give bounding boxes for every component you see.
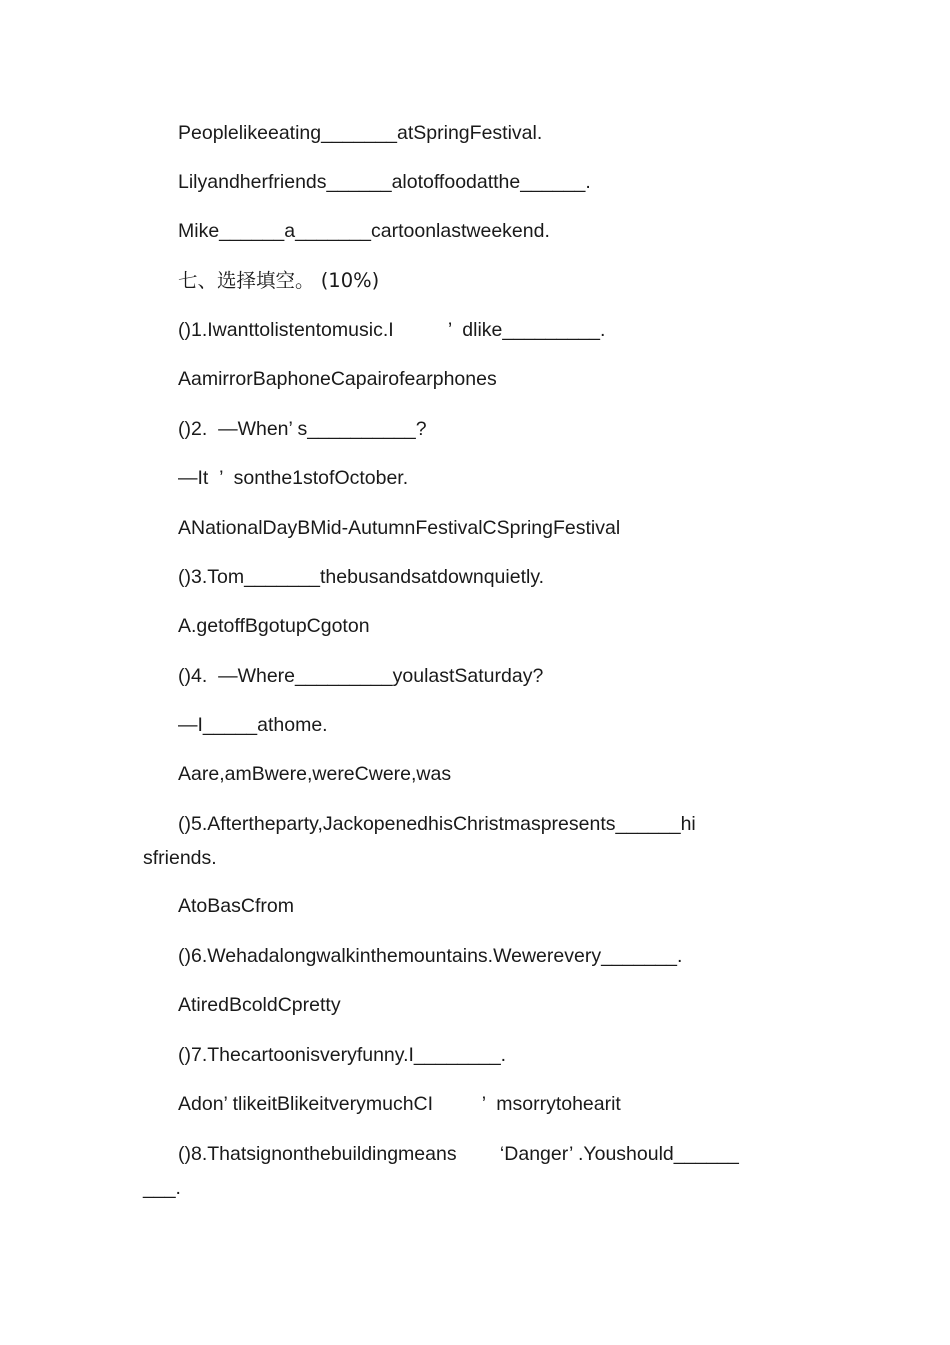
question-1-options: AamirrorBaphoneCapairofearphones xyxy=(178,368,497,390)
question-8-continuation: ___. xyxy=(143,1177,181,1199)
question-5-options: AtoBasCfrom xyxy=(178,895,294,917)
question-5: ()5.Aftertheparty,JackopenedhisChristmaspresents______hi xyxy=(178,813,696,835)
question-4-answer: —I_____athome. xyxy=(178,714,328,736)
question-5-continuation: sfriends. xyxy=(143,847,217,869)
fill-blank-sentence-2: Lilyandherfriends______alotoffoodatthe______. xyxy=(178,171,591,193)
question-4: ()4. —Where_________youlastSaturday? xyxy=(178,665,544,687)
question-7: ()7.Thecartoonisveryfunny.I________. xyxy=(178,1044,507,1066)
question-2: ()2. —When’ s__________? xyxy=(178,418,427,440)
question-2-answer: —It ’ sonthe1stofOctober. xyxy=(178,467,409,489)
question-7-options: Adon’ tlikeitBlikeitverymuchCI ’ msorrytohearit xyxy=(178,1093,621,1115)
question-4-options: Aare,amBwere,wereCwere,was xyxy=(178,763,452,785)
question-2-options: ANationalDayBMid-AutumnFestivalCSpringFestival xyxy=(178,517,621,539)
section-heading: 七、选择填空。 (10%) xyxy=(178,269,380,292)
question-8: ()8.Thatsignonthebuildingmeans ‘Danger’ .Youshould______ xyxy=(178,1143,739,1165)
question-1: ()1.Iwanttolistentomusic.I ’ dlike_________. xyxy=(178,319,606,341)
question-3: ()3.Tom_______thebusandsatdownquietly. xyxy=(178,566,545,588)
fill-blank-sentence-1: Peoplelikeeating_______atSpringFestival. xyxy=(178,122,543,144)
question-6: ()6.Wehadalongwalkinthemountains.Wewerevery_______. xyxy=(178,945,683,967)
question-6-options: AtiredBcoldCpretty xyxy=(178,994,341,1016)
fill-blank-sentence-3: Mike______a_______cartoonlastweekend. xyxy=(178,220,550,242)
question-3-options: A.getoffBgotupCgoton xyxy=(178,615,370,637)
